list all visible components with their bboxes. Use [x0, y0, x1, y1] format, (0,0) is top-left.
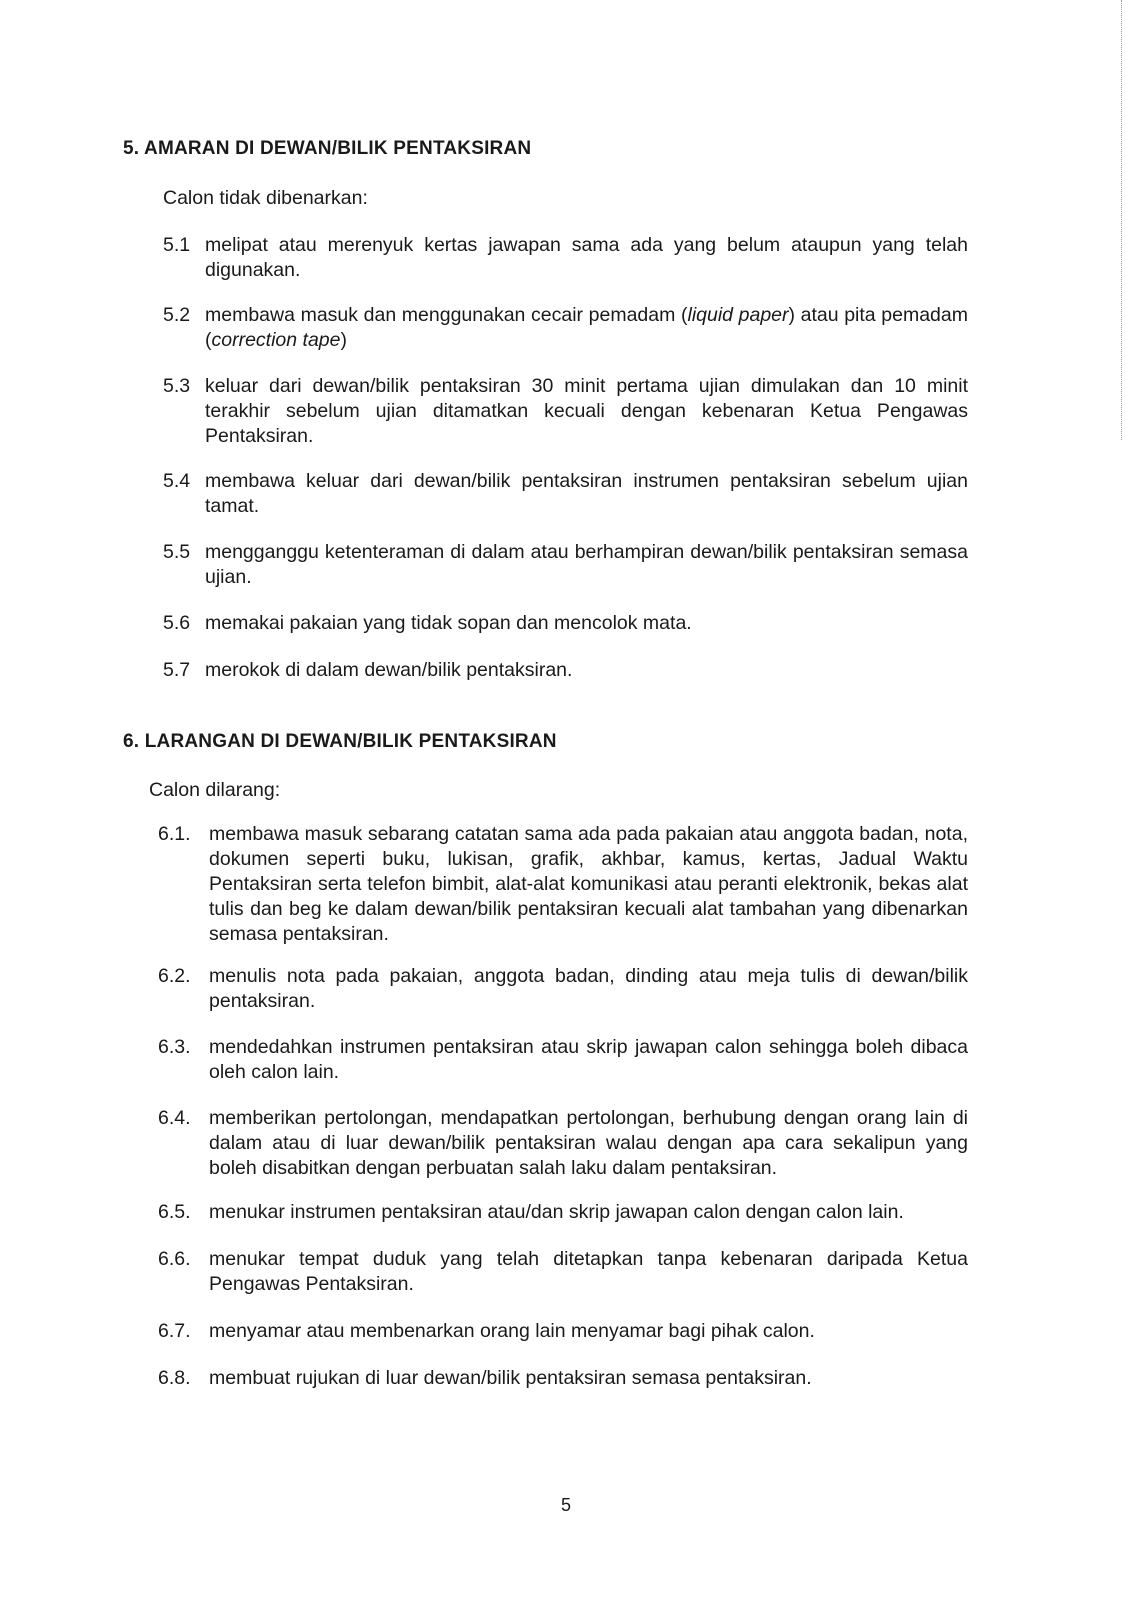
item-number: 5.1 [163, 234, 191, 256]
list-item-6-6 [158, 1247, 968, 1297]
item-number: 5.3 [163, 375, 191, 397]
list-item-5-3 [163, 374, 968, 449]
item-text: memberikan pertolongan, mendapatkan pertolongan, berhubung dengan orang lain di dalam atau di luar dewan/bilik pentaksiran walau dengan apa cara sekalipun yang boleh disabitkan dengan perbuatan salah laku dalam pentaksiran. [209, 1107, 968, 1179]
list-item-6-7 [158, 1319, 968, 1344]
item-number: 6.8. [158, 1367, 191, 1389]
item-text: membuat rujukan di luar dewan/bilik pentaksiran semasa pentaksiran. [209, 1367, 812, 1389]
section-6-intro: Calon dilarang: [149, 779, 281, 801]
list-item-6-8 [158, 1366, 968, 1391]
item-number: 6.7. [158, 1320, 191, 1342]
list-item-5-7 [163, 658, 968, 683]
item-text: membawa keluar dari dewan/bilik pentaksiran instrumen pentaksiran sebelum ujian tamat. [205, 470, 968, 517]
item-text: membawa masuk dan menggunakan cecair pemadam (liquid paper) atau pita pemadam (correction tape) [205, 304, 968, 351]
item-number: 5.6 [163, 612, 191, 634]
item-number: 5.5 [163, 541, 191, 563]
item-text: menukar tempat duduk yang telah ditetapkan tanpa kebenaran daripada Ketua Pengawas Pentaksiran. [209, 1248, 968, 1295]
list-item-5-5 [163, 540, 968, 590]
item-text: memakai pakaian yang tidak sopan dan mencolok mata. [205, 612, 692, 634]
list-item-5-2 [163, 303, 968, 353]
list-item-6-5 [158, 1200, 968, 1225]
item-text: membawa masuk sebarang catatan sama ada pada pakaian atau anggota badan, nota, dokumen seperti buku, lukisan, grafik, akhbar, kamus, kertas, Jadual Waktu Pentaksiran serta telefon bimbit, alat-alat komunikasi atau peranti elektronik, bekas alat tulis dan beg ke dalam dewan/bilik pentaksiran kecuali alat tambahan yang dibenarkan semasa pentaksiran. [209, 823, 968, 945]
section-5-heading: 5. AMARAN DI DEWAN/BILIK PENTAKSIRAN [123, 138, 532, 159]
item-number: 5.2 [163, 304, 191, 326]
item-number: 6.5. [158, 1201, 191, 1223]
item-text: mengganggu ketenteraman di dalam atau berhampiran dewan/bilik pentaksiran semasa ujian. [205, 541, 968, 588]
list-item-5-6 [163, 611, 968, 636]
list-item-6-3 [158, 1035, 968, 1085]
item-number: 6.4. [158, 1107, 191, 1129]
page-number: 5 [560, 1495, 571, 1515]
list-item-6-4 [158, 1106, 968, 1181]
item-number: 6.2. [158, 965, 191, 987]
section-5-intro: Calon tidak dibenarkan: [163, 187, 368, 209]
item-text: menukar instrumen pentaksiran atau/dan skrip jawapan calon dengan calon lain. [209, 1201, 904, 1223]
item-text: menyamar atau membenarkan orang lain menyamar bagi pihak calon. [209, 1320, 815, 1342]
item-text: keluar dari dewan/bilik pentaksiran 30 minit pertama ujian dimulakan dan 10 minit terakhir sebelum ujian ditamatkan kecuali dengan kebenaran Ketua Pengawas Pentaksiran. [205, 375, 968, 447]
item-number: 6.3. [158, 1036, 191, 1058]
item-number: 5.7 [163, 659, 191, 681]
list-item-5-4 [163, 469, 968, 519]
scan-edge-line [1121, 0, 1123, 440]
list-item-6-2 [158, 964, 968, 1014]
list-item-5-1 [163, 233, 968, 283]
list-item-6-1 [158, 822, 968, 947]
item-text: melipat atau merenyuk kertas jawapan sama ada yang belum ataupun yang telah digunakan. [205, 234, 968, 281]
item-text: mendedahkan instrumen pentaksiran atau skrip jawapan calon sehingga boleh dibaca oleh calon lain. [209, 1036, 968, 1083]
item-number: 5.4 [163, 470, 191, 492]
item-number: 6.6. [158, 1248, 191, 1270]
item-number: 6.1. [158, 823, 191, 845]
section-6-heading: 6. LARANGAN DI DEWAN/BILIK PENTAKSIRAN [123, 731, 557, 752]
item-text: menulis nota pada pakaian, anggota badan, dinding atau meja tulis di dewan/bilik pentaksiran. [209, 965, 968, 1012]
item-text: merokok di dalam dewan/bilik pentaksiran. [205, 659, 573, 681]
